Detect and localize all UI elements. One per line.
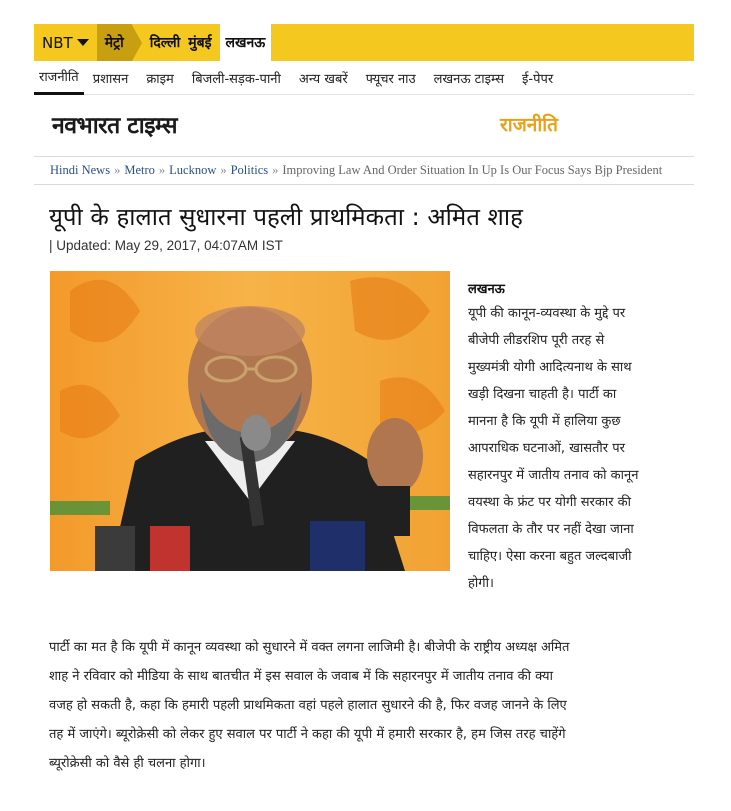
- subnav-item-other-news[interactable]: अन्य खबरें: [298, 71, 348, 87]
- subnav-item-utilities[interactable]: बिजली-सड़क-पानी: [191, 71, 281, 87]
- city-link-delhi[interactable]: दिल्ली: [149, 35, 181, 51]
- city-link-mumbai[interactable]: मुंबई: [188, 35, 212, 51]
- subnav-item-epaper[interactable]: ई-पेपर: [522, 71, 554, 87]
- breadcrumb-separator: »: [158, 163, 166, 177]
- body-line: पार्टी का मत है कि यूपी में कानून व्यवस्था को सुधारने में वक्त लगना लाजिमी है। बीजेपी के राष्ट्रीय अध्यक्ष अमित: [49, 640, 570, 655]
- intro-line: आपराधिक घटनाओं, खासतौर पर: [468, 441, 625, 456]
- intro-line: यूपी की कानून-व्यवस्था के मुद्दे पर: [468, 306, 626, 321]
- intro-line: मानना है कि यूपी में हालिया कुछ: [468, 414, 621, 429]
- article-photo-graphic: [50, 271, 450, 571]
- metro-arrow-icon: [132, 25, 142, 61]
- breadcrumb-lucknow[interactable]: Lucknow: [169, 163, 217, 177]
- breadcrumb-politics[interactable]: Politics: [230, 163, 269, 177]
- top-nav: [34, 24, 694, 61]
- intro-line: विफलता के तौर पर नहीं देखा जाना: [468, 522, 634, 537]
- article-dateline: लखनऊ: [468, 282, 505, 297]
- body-line: शाह ने रविवार को मीडिया के साथ बातचीत में इस सवाल के जवाब में कि सहारनपुर में जातीय तनाव की क्या: [49, 669, 553, 684]
- nbt-menu-button[interactable]: [34, 24, 97, 61]
- city-link-lucknow[interactable]: लखनऊ: [220, 24, 272, 61]
- subnav-item-crime[interactable]: क्राइम: [146, 71, 174, 87]
- body-line: वजह हो सकती है, कहा कि हमारी पहली प्राथमिकता वहां पहले हालात सुधारने की है, फिर वजह जानने के लिए: [49, 698, 567, 713]
- section-nav: [34, 61, 694, 95]
- breadcrumb-separator: »: [220, 163, 227, 177]
- article-photo: [50, 271, 450, 571]
- intro-line: होगी।: [468, 576, 494, 591]
- section-title[interactable]: राजनीति: [500, 114, 559, 136]
- article-body: [49, 633, 684, 778]
- subnav-item-administration[interactable]: प्रशासन: [92, 71, 129, 87]
- body-line: तह में जाएंगे। ब्यूरोक्रेसी को लेकर हुए सवाल पर पार्टी ने कहा की यूपी में हमारी सरकार है, हम जिस तरह चाहेंगे: [49, 727, 566, 742]
- intro-line: वयस्था के फ्रंट पर योगी सरकार की: [468, 495, 632, 510]
- breadcrumb-metro[interactable]: Metro: [124, 163, 155, 177]
- body-line: ब्यूरोक्रेसी को वैसे ही चलना होगा।: [49, 756, 206, 771]
- breadcrumb: [34, 156, 694, 185]
- intro-line: बीजेपी लीडरशिप पूरी तरह से: [468, 333, 605, 348]
- breadcrumb-current: Improving Law And Order Situation In Up Is Our Focus Says Bjp President: [282, 163, 663, 177]
- intro-line: मुख्यमंत्री योगी आदित्यनाथ के साथ: [468, 360, 632, 375]
- subnav-item-politics[interactable]: राजनीति: [34, 61, 84, 95]
- breadcrumb-hindi-news[interactable]: Hindi News: [50, 163, 111, 177]
- intro-line: चाहिए। ऐसा करना बहुत जल्दबाजी: [468, 549, 632, 564]
- caret-down-icon: [77, 39, 89, 46]
- nbt-label: NBT: [42, 33, 73, 52]
- article-intro: [468, 300, 681, 597]
- site-logo[interactable]: नवभारत टाइम्स: [52, 112, 178, 139]
- article-updated-time: | Updated: May 29, 2017, 04:07AM IST: [49, 238, 283, 253]
- metro-tab[interactable]: मेट्रो: [97, 24, 132, 61]
- intro-line: खड़ी दिखना चाहती है। पार्टी का: [468, 387, 617, 402]
- subnav-item-future-now[interactable]: फ्यूचर नाउ: [365, 71, 416, 87]
- breadcrumb-separator: »: [272, 163, 279, 177]
- intro-line: सहारनपुर में जातीय तनाव को कानून: [468, 468, 639, 483]
- breadcrumb-separator: »: [114, 163, 121, 177]
- article-headline: यूपी के हालात सुधारना पहली प्राथमिकता : अमित शाह: [49, 203, 523, 231]
- subnav-item-lucknow-times[interactable]: लखनऊ टाइम्स: [433, 71, 504, 87]
